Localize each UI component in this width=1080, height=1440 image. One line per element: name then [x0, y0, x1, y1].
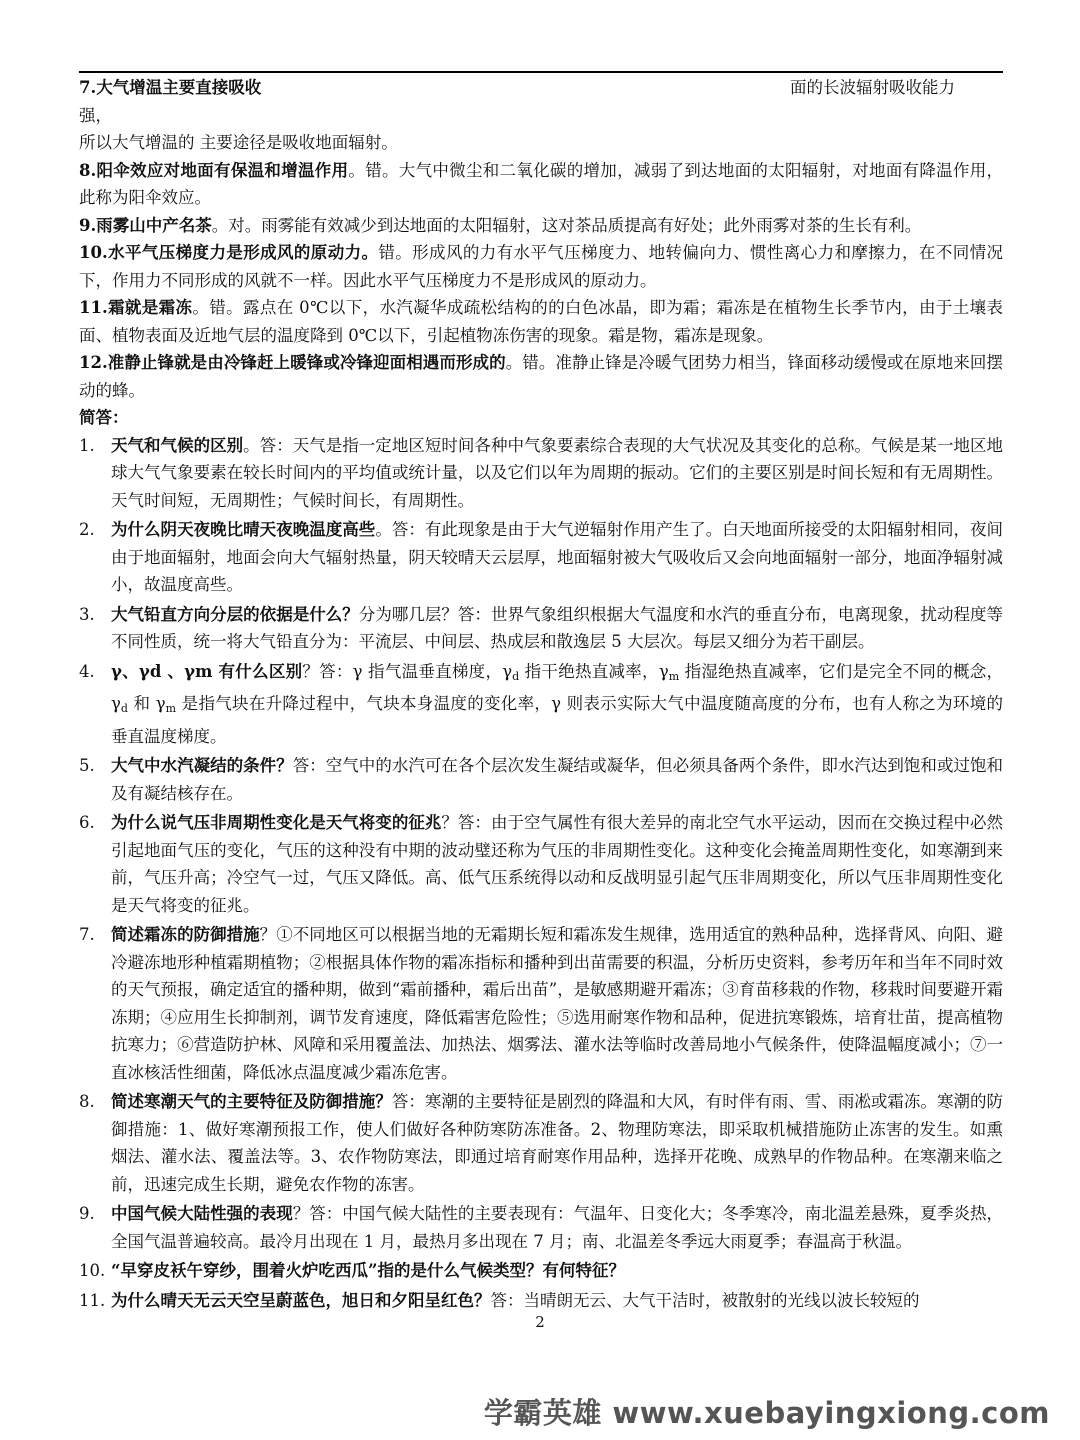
qa-item-6: [79, 809, 1003, 919]
qa-number: 10.: [79, 1261, 106, 1280]
qa-answer: 。答：有此现象是由于大气逆辐射作用产生了。白天地面所接受的太阳辐射相同，夜间由于地面辐射，地面会向大气辐射热量，阴天较晴天云层厚，地面辐射被大气吸收后又会向地面辐射一部分，地面净辐射减小，故温度高些。: [111, 520, 1004, 594]
qa-item-3: [79, 601, 1003, 656]
qa-question: 为什么晴天无云天空呈蔚蓝色，旭日和夕阳呈红色？: [111, 1290, 491, 1310]
qa-number: 2.: [79, 520, 95, 539]
qa-number: 11.: [79, 1290, 106, 1310]
qa-item-2: [79, 516, 1003, 599]
qa-question: 天气和气候的区别: [111, 435, 244, 455]
qa-answer: 分为哪几层？答：世界气象组织根据大气温度和水汽的垂直分布，电离现象，扰动程度等不同性质，统一将大气铅直分为：平流层、中间层、热成层和散逸层 5 大层次。每层又细分为若干副层。: [111, 604, 1004, 651]
qa-answer-part: 是指气块在升降过程中，气块本身温度的变化率，γ 则表示实际大气中温度随高度的分布，也有人称之为环境的垂直温度梯度。: [111, 694, 1003, 746]
statement-10-title: 10.水平气压梯度力是形成风的原动力。: [79, 243, 379, 262]
qa-question: 简述霜冻的防御措施: [111, 925, 260, 944]
qa-number: 9.: [79, 1204, 95, 1223]
qa-question: “早穿皮袄午穿纱，围着火炉吃西瓜”指的是什么气候类型？有何特征？: [111, 1261, 625, 1280]
subscript: d: [512, 669, 520, 683]
statement-9-body: 。对。雨雾能有效减少到达地面的太阳辐射，这对茶品质提高有好处；此外雨雾对茶的生长有利。: [211, 215, 922, 235]
statement-9-title: 9.雨雾山中产名茶: [79, 215, 212, 235]
statement-12: [79, 349, 1003, 404]
statement-8-body: 。错。大气中微尘和二氧化碳的增加，减弱了到达地面的太阳辐射，对地面有降温作用，此称为阳伞效应。: [79, 160, 1004, 207]
qa-answer: 答：寒潮的主要特征是剧烈的降温和大风，有时伴有雨、雪、雨凇或霜冻。寒潮的防御措施：1、做好寒潮预报工作，使人们做好各种防寒防冻准备。2、物理防寒法，即采取机械措施防止冻害的发生。如熏烟法、灌水法、覆盖法等。3、农作物防寒法，即通过培育耐寒作用品种，选择开花晚、成熟早的作物品种。在寒潮来临之前，迅速完成生长期，避免农作物的冻害。: [111, 1092, 1004, 1194]
qa-answer: ？答：中国气候大陆性的主要表现有：气温年、日变化大；冬季寒冷，南北温差悬殊，夏季炎热，全国气温普遍较高。最冷月出现在 1 月，最热月多出现在 7 月；南、北温差冬季远大雨夏季；春温高于秋温。: [111, 1204, 1004, 1251]
subscript: m: [165, 702, 177, 715]
statement-9: [79, 212, 1003, 240]
page-number: 2: [535, 1313, 545, 1331]
statement-11-body: 。错。露点在 0℃以下，水汽凝华成疏松结构的的白色冰晶，即为霜；霜冻是在植物生长季节内，由于土壤表面、植物表面及近地气层的温度降到 0℃以下，引起植物冻伤害的现象。霜是物，霜冻是现象。: [79, 298, 1003, 345]
qa-answer: 答：当晴朗无云、大气干洁时，被散射的光线以波长较短的: [490, 1290, 920, 1310]
statement-7-title: 7.大气增温主要直接吸收: [79, 78, 262, 97]
section-title: 简答：: [79, 408, 129, 427]
statement-7-right-text: 面的长波辐射吸收能力: [790, 78, 955, 97]
qa-answer: 答：空气中的水汽可在各个层次发生凝结或凝华，但必须具备两个条件，即水汽达到饱和或过饱和及有凝结核存在。: [111, 756, 1004, 803]
qa-number: 5.: [79, 756, 95, 775]
statement-8-title: 8.阳伞效应对地面有保温和增温作用: [79, 160, 349, 180]
qa-item-5: [79, 752, 1003, 807]
subscript: d: [120, 702, 128, 715]
qa-answer: ？答：由于空气属性有很大差异的南北空气水平运动，因而在交换过程中必然引起地面气压的变化，气压的这种没有中期的波动璧还称为气压的非周期性变化。这种变化会掩盖周期性变化，如寒潮到来前，气压升高；冷空气一过，气压又降低。高、低气压系统得以动和反战明显引起气压非周期变化，所以气压非周期性变化是天气将变的征兆。: [111, 813, 1004, 915]
qa-question: 为什么说气压非周期性变化是天气将变的征兆: [111, 813, 442, 832]
statement-12-title: 12.准静止锋就是由冷锋赶上暖锋或冷锋迎面相遇而形成的: [79, 353, 506, 372]
subscript: m: [668, 669, 680, 683]
qa-item-7: [79, 921, 1003, 1086]
qa-item-11: [79, 1287, 1003, 1315]
qa-question: 大气中水汽凝结的条件？: [111, 756, 293, 775]
qa-answer-part: 指湿绝热直减率，它们是完全不同的概念，γ: [111, 661, 1004, 713]
qa-answer-part: 指干绝热直减率，γ: [519, 661, 669, 681]
qa-list: [79, 432, 1003, 1315]
qa-question: 为什么阴天夜晚比晴天夜晚温度高些: [111, 520, 376, 539]
qa-answer-part: ？答：γ 指气温垂直梯度，γ: [302, 661, 513, 681]
qa-number: 4.: [79, 661, 95, 681]
qa-answer-part: 和 γ: [127, 694, 166, 713]
site-watermark: 学霸英雄 www.xuebayingxiong.com: [483, 1396, 1050, 1430]
qa-question: γ、γd 、γm 有什么区别: [111, 661, 303, 681]
qa-item-8: [79, 1088, 1003, 1198]
qa-item-4: [79, 658, 1003, 751]
qa-item-9: [79, 1200, 1003, 1255]
statement-11-title: 11.霜就是霜冻: [79, 298, 193, 317]
statement-11: [79, 294, 1003, 349]
qa-number: 1.: [79, 435, 95, 455]
qa-item-10: [79, 1257, 1003, 1285]
statement-10-body: 错。形成风的力有水平气压梯度力、地转偏向力、惯性离心力和摩擦力，在不同情况下，作用力不同形成的风就不一样。因此水平气压梯度力不是形成风的原动力。: [79, 243, 1003, 290]
qa-number: 6.: [79, 813, 95, 832]
qa-item-1: [79, 432, 1003, 515]
statement-10: [79, 239, 1003, 294]
qa-number: 7.: [79, 925, 95, 944]
document-page: [79, 74, 1003, 1314]
statement-8: [79, 157, 1003, 212]
statement-7-continued-2: 所以大气增温的 主要途径是吸收地面辐射。: [79, 133, 398, 152]
qa-answer: 。答：天气是指一定地区短时间各种中气象要素综合表现的大气状况及其变化的总称。气候是某一地区地球大气气象要素在较长时间内的平均值或统计量，以及它们以年为周期的振动。它们的主要区别是时间长短和有无周期性。天气时间短，无周期性；气候时间长，有周期性。: [111, 435, 1004, 510]
statement-7: [79, 74, 1003, 102]
statement-7-continued: 强，: [79, 105, 112, 125]
qa-number: 8.: [79, 1092, 95, 1111]
qa-answer: ？①不同地区可以根据当地的无霜期长短和霜冻发生规律，选用适宜的熟种品种，选择背风、向阳、避冷避冻地形种植霜期植物；②根据具体作物的霜冻指标和播种到出苗需要的积温，分析历史资料，参考历年和当年不同时效的天气预报，确定适宜的播种期，做到“霜前播种，霜后出苗”，是敏感期避开霜冻；③育苗移栽的作物，移栽时间要避开霜冻期；④应用生长抑制剂，调节发育速度，降低霜害危险性；⑤选用耐寒作物和品种，促进抗寒锻炼，培育壮苗，提高植物抗寒力；⑥营造防护林、风障和采用覆盖法、加热法、烟雾法、灌水法等临时改善局地小气候条件，使降温幅度减小；⑦一直冰核活性细菌，降低冰点温度减少霜冻危害。: [111, 925, 1004, 1082]
header-rule: [79, 71, 1003, 73]
qa-question: 简述寒潮天气的主要特征及防御措施？: [111, 1092, 392, 1111]
qa-question: 大气铅直方向分层的依据是什么？: [111, 604, 359, 624]
qa-number: 3.: [79, 604, 95, 624]
qa-question: 中国气候大陆性强的表现: [111, 1204, 293, 1223]
statement-12-body: 。错。准静止锋是冷暖气团势力相当，锋面移动缓慢或在原地来回摆动的蜂。: [79, 353, 1004, 400]
